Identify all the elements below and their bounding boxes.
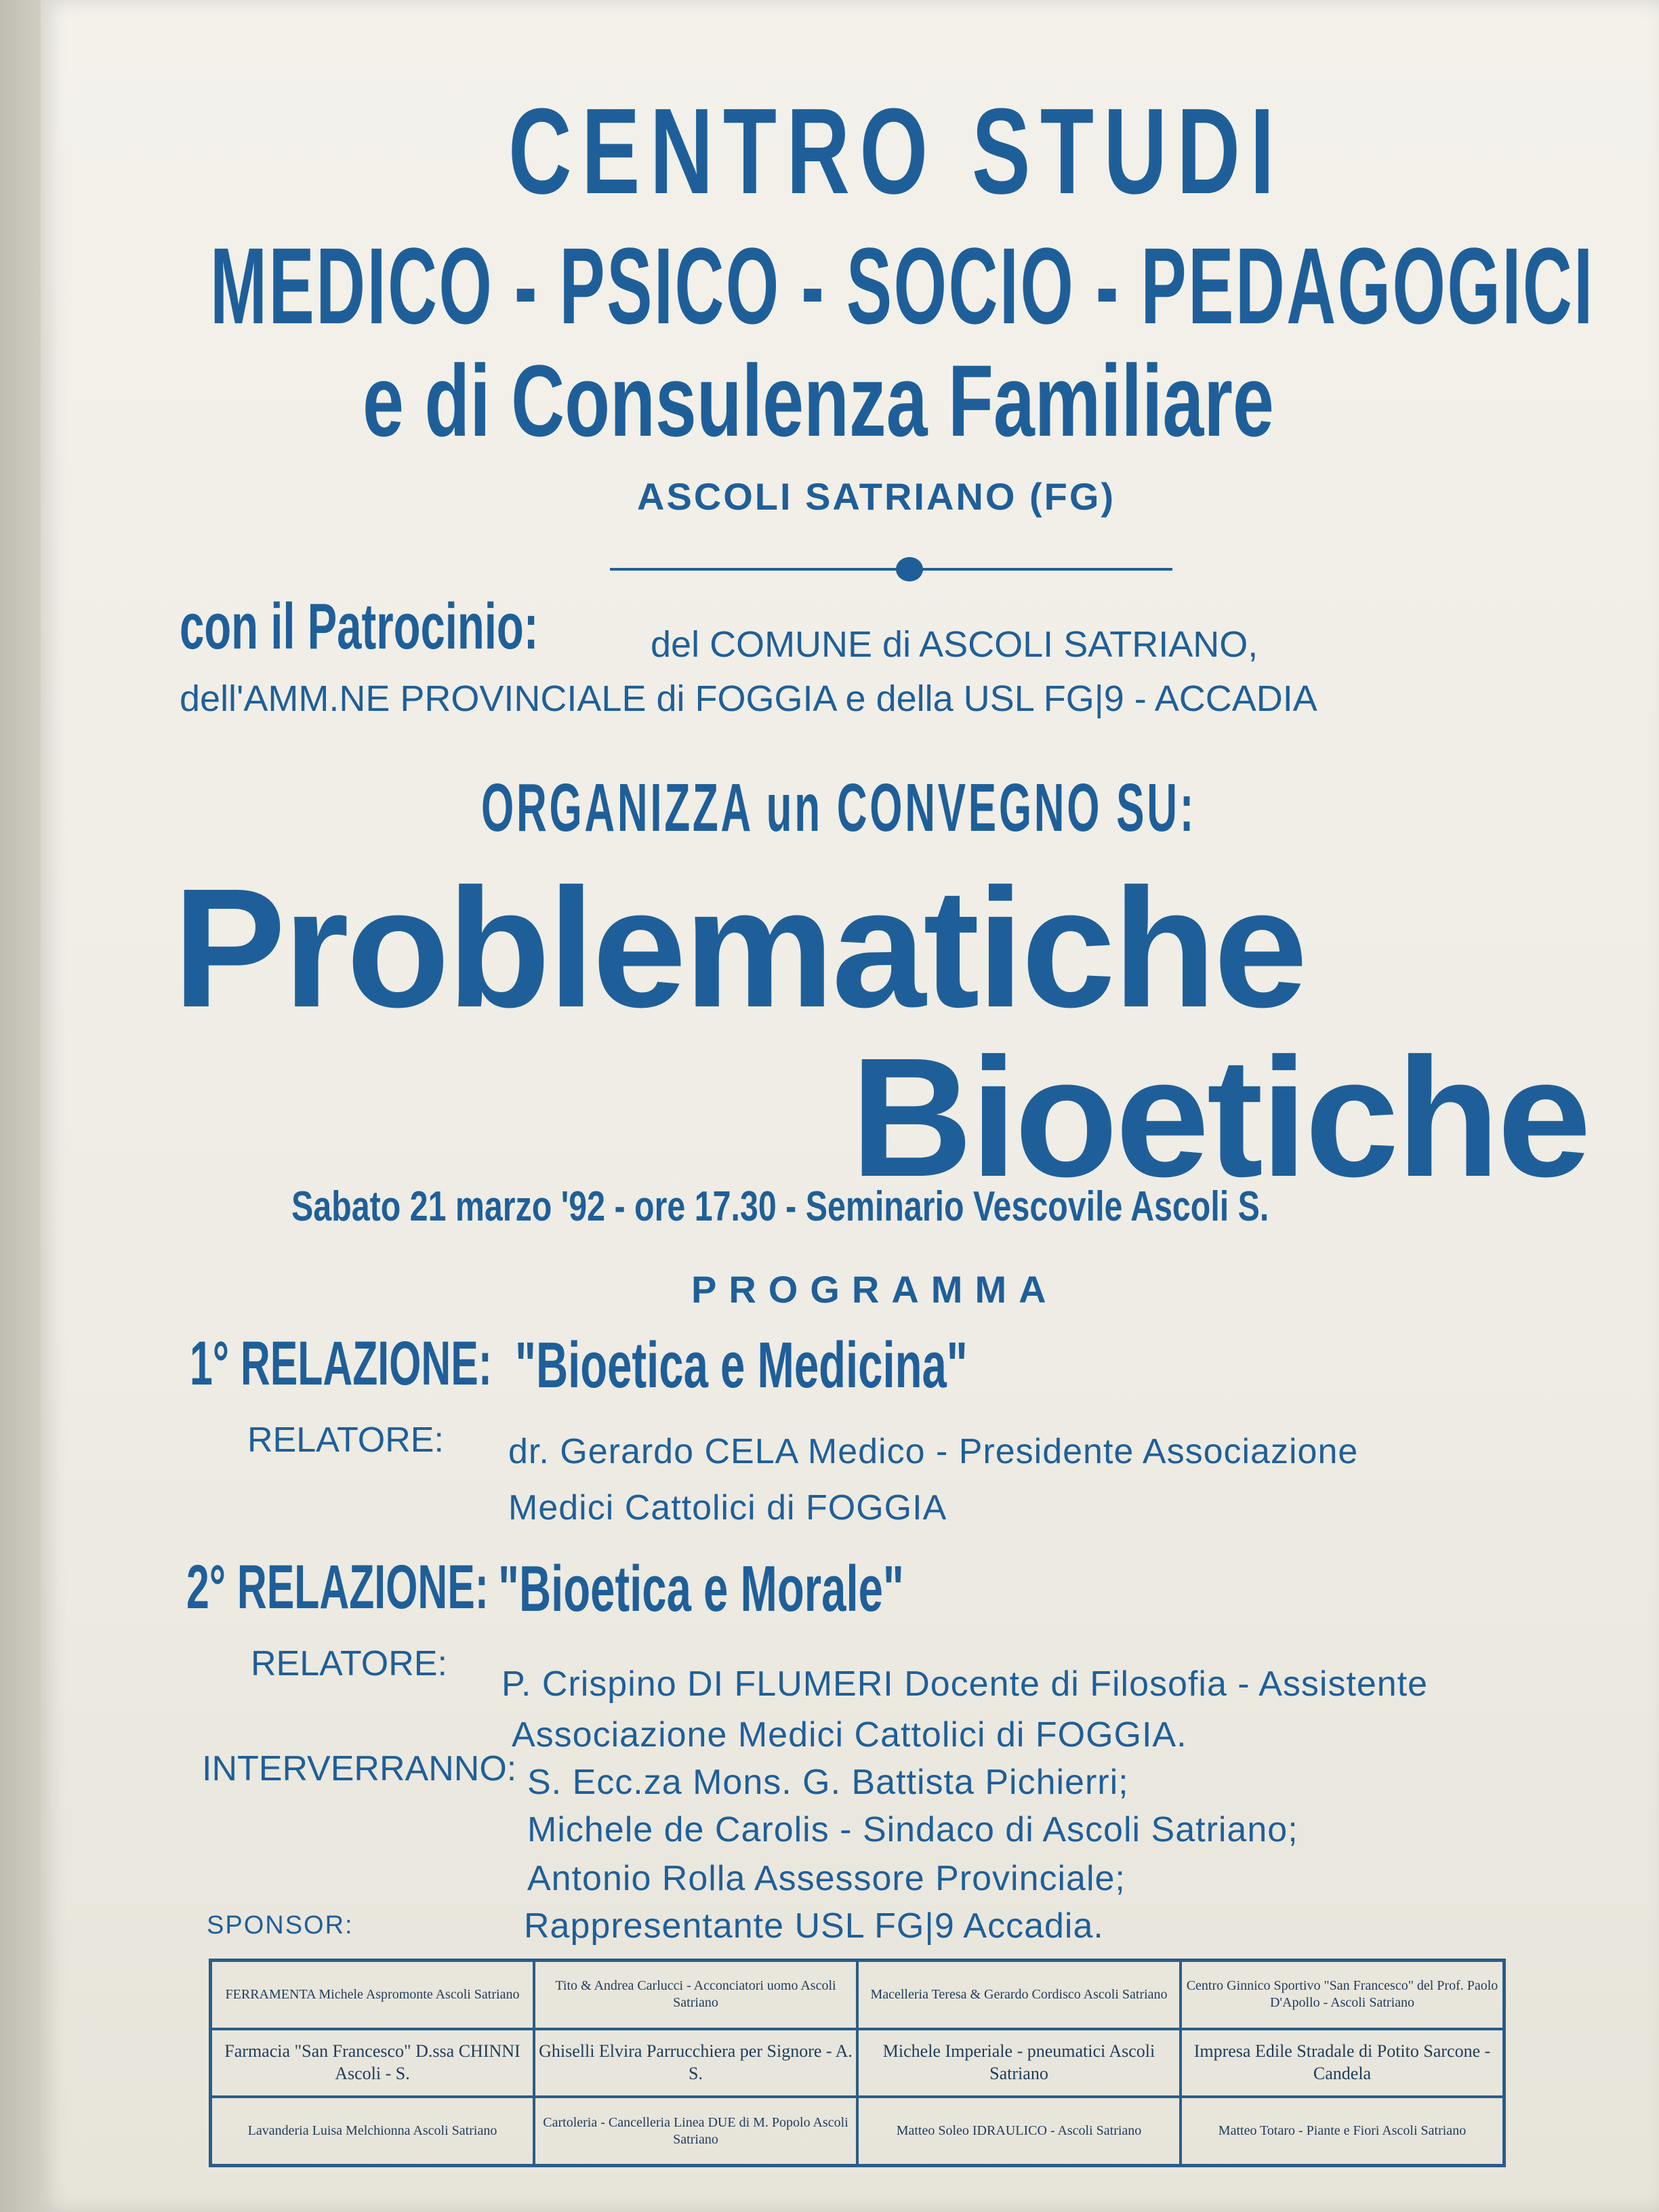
sponsor-cell: Cartoleria - Cancelleria Linea DUE di M. Popolo Ascoli Satriano — [534, 2097, 857, 2165]
sponsor-cell: Macelleria Teresa & Gerardo Cordisco Ascoli Satriano — [857, 1961, 1181, 2029]
sponsor-cell: FERRAMENTA Michele Aspromonte Ascoli Satriano — [211, 1961, 534, 2029]
sponsor-cell: Farmacia "San Francesco" D.ssa CHINNI Ascoli - S. — [211, 2029, 534, 2097]
participant-2: Michele de Carolis - Sindaco di Ascoli Satriano; — [527, 1810, 1298, 1849]
sponsor-label: SPONSOR: — [207, 1911, 354, 1940]
poster — [41, 0, 1659, 2212]
patronage-label: con il Patrocinio: — [180, 590, 539, 663]
participants-label: INTERVERRANNO: — [202, 1749, 517, 1788]
report-2-speaker-line-1: P. Crispino DI FLUMERI Docente di Filosofia - Assistente — [501, 1664, 1429, 1704]
title-word-2: Bioetiche — [851, 1023, 1589, 1212]
report-2-label: 2° RELAZIONE: — [186, 1553, 489, 1622]
report-1-title: "Bioetica e Medicina" — [515, 1329, 968, 1401]
event-date-line: Sabato 21 marzo '92 - ore 17.30 - Seminario Vescovile Ascoli S. — [291, 1183, 1269, 1230]
location: ASCOLI SATRIANO (FG) — [637, 475, 1116, 518]
patronage-line-1: del COMUNE di ASCOLI SATRIANO, — [651, 624, 1258, 665]
title-word-1: Problematiche — [173, 853, 1305, 1042]
report-1-speaker-line-2: Medici Cattolici di FOGGIA — [508, 1488, 947, 1528]
report-2-speaker-line-2: Associazione Medici Cattolici di FOGGIA. — [512, 1715, 1187, 1755]
report-2-speaker-label: RELATORE: — [251, 1644, 447, 1683]
report-2-title: "Bioetica e Morale" — [498, 1553, 904, 1625]
patronage-line-2: dell'AMM.NE PROVINCIALE di FOGGIA e della USL FG|9 - ACCADIA — [180, 678, 1317, 719]
organizes-text: ORGANIZZA un CONVEGNO SU: — [481, 770, 1197, 846]
sponsor-cell: Centro Ginnico Sportivo "San Francesco" del Prof. Paolo D'Apollo - Ascoli Satriano — [1181, 1961, 1504, 2029]
sponsor-cell: Lavanderia Luisa Melchionna Ascoli Satriano — [211, 2097, 534, 2165]
header-line-1: CENTRO STUDI — [508, 83, 1284, 220]
sponsor-cell: Michele Imperiale - pneumatici Ascoli Satriano — [857, 2029, 1181, 2097]
program-label: PROGRAMMA — [691, 1268, 1059, 1311]
participant-4: Rappresentante USL FG|9 Accadia. — [524, 1906, 1104, 1946]
ornament-dot — [896, 557, 923, 581]
header-line-2: MEDICO - PSICO - SOCIO - PEDAGOGICI — [210, 225, 1595, 346]
sponsor-cell: Tito & Andrea Carlucci - Acconciatori uomo Ascoli Satriano — [534, 1961, 857, 2029]
sponsor-cell: Impresa Edile Stradale di Potito Sarcone - Candela — [1181, 2029, 1504, 2097]
participant-3: Antonio Rolla Assessore Provinciale; — [527, 1859, 1126, 1898]
sponsor-cell: Matteo Soleo IDRAULICO - Ascoli Satriano — [857, 2097, 1181, 2165]
report-1-speaker-line-1: dr. Gerardo CELA Medico - Presidente Associazione — [508, 1432, 1359, 1471]
sponsor-table — [209, 1959, 1506, 2167]
ornament-line — [610, 568, 1172, 571]
sponsor-cell: Ghiselli Elvira Parrucchiera per Signore - A. S. — [534, 2029, 857, 2097]
header-line-3: e di Consulenza Familiare — [363, 344, 1274, 457]
report-1-label: 1° RELAZIONE: — [190, 1329, 492, 1398]
report-1-speaker-label: RELATORE: — [247, 1420, 444, 1460]
participant-1: S. Ecc.za Mons. G. Battista Pichierri; — [527, 1763, 1129, 1802]
sponsor-cell: Matteo Totaro - Piante e Fiori Ascoli Satriano — [1181, 2097, 1504, 2165]
